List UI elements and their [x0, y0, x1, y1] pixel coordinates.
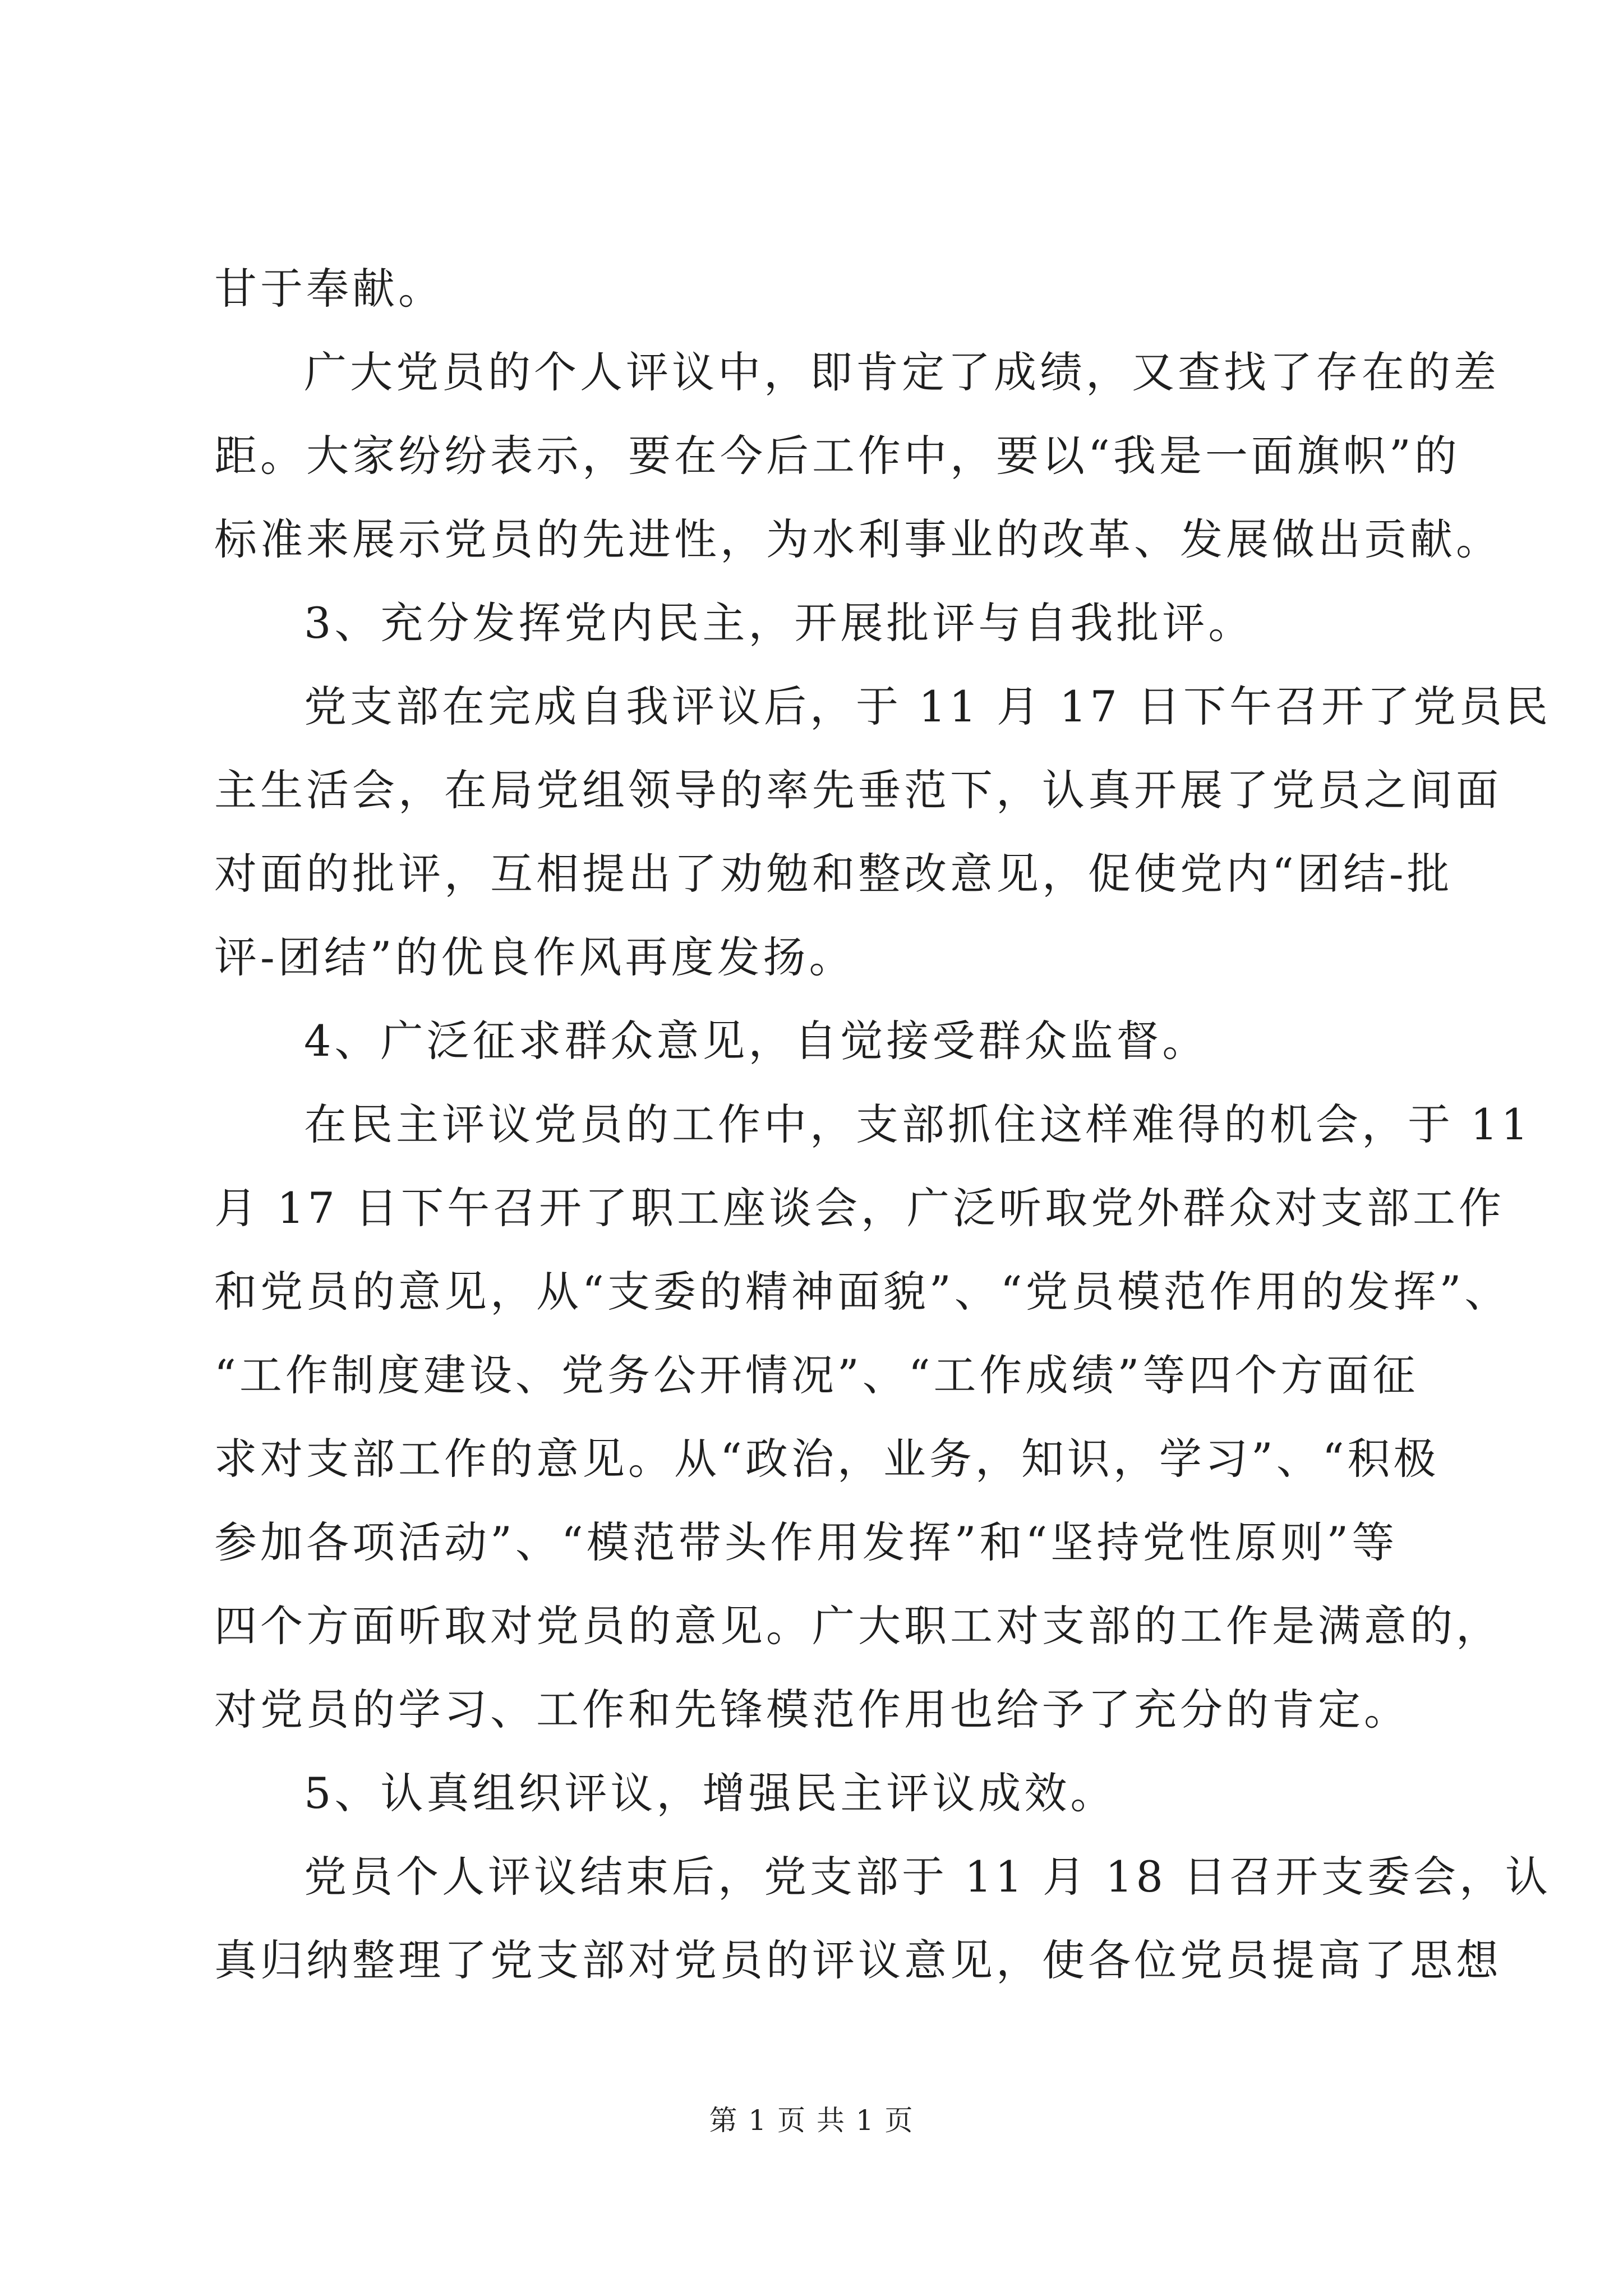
page-footer: 第 1 页 共 1 页: [709, 2104, 914, 2137]
section-heading: 3、充分发挥党内民主，开展批评与自我批评。: [304, 598, 1255, 648]
paragraph-line: 广大党员的个人评议中，即肯定了成绩，又查找了存在的差: [304, 347, 1500, 397]
text-line: 真归纳整理了党支部对党员的评议意见，使各位党员提高了思想: [214, 1935, 1502, 1985]
text-line: “工作制度建设、党务公开情况”、“工作成绩”等四个方面征: [214, 1350, 1419, 1400]
section-heading: 5、认真组织评议，增强民主评议成效。: [304, 1768, 1117, 1818]
text-line: 求对支部工作的意见。从“政治，业务，知识，学习”、“积极: [214, 1434, 1440, 1484]
paragraph-line: 在民主评议党员的工作中，支部抓住这样难得的机会，于 11: [304, 1099, 1532, 1149]
paragraph-line: 党员个人评议结束后，党支部于 11 月 18 日召开支委会，认: [304, 1852, 1552, 1902]
text-line: 四个方面听取对党员的意见。广大职工对支部的工作是满意的，: [214, 1601, 1502, 1651]
text-line: 距。大家纷纷表示，要在今后工作中，要以“我是一面旗帜”的: [214, 431, 1460, 481]
text-line: 对党员的学习、工作和先锋模范作用也给予了充分的肯定。: [214, 1685, 1410, 1734]
text-line: 甘于奉献。: [214, 264, 444, 314]
text-line: 对面的批评，互相提出了劝勉和整改意见，促使党内“团结-批: [214, 849, 1453, 899]
text-line: 主生活会，在局党组领导的率先垂范下，认真开展了党员之间面: [214, 765, 1502, 815]
text-line: 标准来展示党员的先进性，为水利事业的改革、发展做出贡献。: [214, 514, 1502, 564]
text-line: 和党员的意见，从“支委的精神面貌”、“党员模范作用的发挥”、: [214, 1267, 1511, 1317]
text-line: 月 17 日下午召开了职工座谈会，广泛听取党外群众对支部工作: [214, 1183, 1505, 1233]
text-line: 评-团结”的优良作风再度发扬。: [214, 932, 855, 982]
text-line: 参加各项活动”、“模范带头作用发挥”和“坚持党性原则”等: [214, 1517, 1398, 1567]
paragraph-line: 党支部在完成自我评议后，于 11 月 17 日下午召开了党员民: [304, 682, 1552, 731]
section-heading: 4、广泛征求群众意见，自觉接受群众监督。: [304, 1016, 1209, 1066]
document-body: [214, 247, 1552, 2002]
